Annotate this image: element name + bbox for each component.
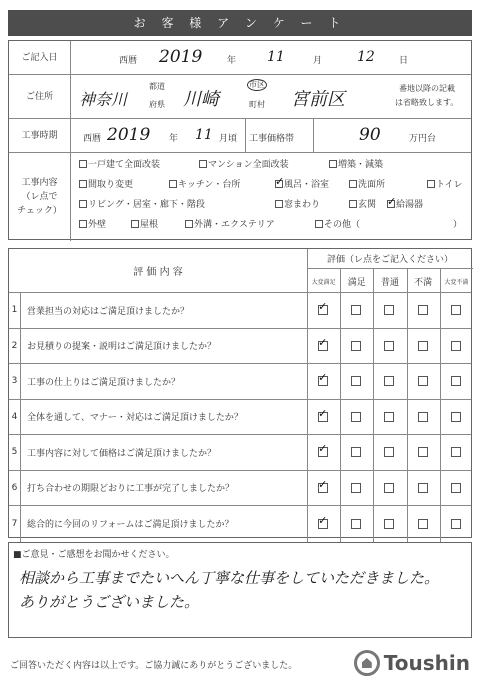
rating-cell[interactable] [340,506,373,542]
rating-cell[interactable] [340,471,373,506]
rating-cell[interactable] [373,364,406,399]
checkbox [275,200,283,208]
checkbox[interactable] [384,483,394,493]
checkbox[interactable] [384,412,394,422]
rating-cell[interactable] [407,471,440,506]
work-period-label: 工事時期 [9,119,71,152]
rating-cell[interactable] [340,400,373,435]
work-opt-exterior[interactable]: 外溝・エクステリア [185,217,275,230]
work-opt-roof[interactable]: 屋根 [131,217,158,230]
work-month[interactable]: 11 [195,127,213,143]
checkbox-checked[interactable] [318,376,328,386]
checkbox[interactable] [451,341,461,351]
date-year[interactable]: 2019 [159,47,203,67]
opinion-line-2[interactable]: ありがとうございました。 [19,593,200,611]
rating-cell[interactable] [407,435,440,470]
checkbox[interactable] [451,412,461,422]
pref-unit-top: 都道 [149,82,165,91]
price-value[interactable]: 90 [359,125,381,145]
date-day[interactable]: 12 [357,49,375,65]
col-very-dissatisfied: 大変不満 [444,278,469,286]
question-row [9,293,471,329]
company-logo [354,650,470,676]
checkbox[interactable] [351,447,361,457]
work-opt-living[interactable]: リビング・居室・廊下・階段 [79,197,205,210]
work-opt-entrance[interactable]: 玄関 [349,197,376,210]
rating-cell[interactable] [307,435,340,470]
rating-cell[interactable] [307,364,340,399]
rating-cell[interactable] [407,329,440,364]
checkbox[interactable] [451,376,461,386]
rating-cell[interactable] [440,471,473,506]
checkbox [315,220,323,228]
checkbox-checked [275,180,283,188]
work-opt-layout[interactable]: 間取り変更 [79,177,133,190]
checkbox[interactable] [418,483,428,493]
header-rating: 評価（レ点をご記入ください） [307,249,473,269]
checkbox-checked[interactable] [318,483,328,493]
city-unit-bottom: 町村 [249,100,265,109]
checkbox[interactable] [418,447,428,457]
checkbox[interactable] [451,519,461,529]
checkbox[interactable] [418,519,428,529]
date-month[interactable]: 11 [267,49,285,65]
checkbox[interactable] [451,447,461,457]
checkbox [79,200,87,208]
evaluation-header [9,249,471,293]
question-row [9,364,471,400]
question-row [9,506,471,542]
rating-cell[interactable] [407,400,440,435]
rating-cell[interactable] [440,400,473,435]
date-row [9,41,471,75]
col-neutral: 普通 [380,277,399,288]
question-number: 6 [9,471,21,506]
question-text: 総合的に今回のリフォームはご満足頂けましたか？ [27,520,234,531]
question-text: 打ち合わせの期限どおりに工事が完了しましたか？ [27,484,235,495]
rating-cell[interactable] [373,435,406,470]
address-note-1: 番地以降の記載 [399,84,455,93]
address-ward[interactable]: 宮前区 [291,89,345,110]
work-opt-toilet[interactable]: トイレ [427,177,463,190]
question-number: 2 [9,329,21,364]
rating-cell[interactable] [407,293,440,328]
rating-cell[interactable] [407,364,440,399]
date-day-unit: 日 [399,56,409,66]
checkbox[interactable] [384,376,394,386]
work-opt-exterior-wall[interactable]: 外壁 [79,217,106,230]
price-unit: 万円台 [409,134,437,144]
work-opt-full-house[interactable]: 一戸建て全面改装 [79,157,160,170]
work-opt-window[interactable]: 窓まわり [275,197,320,210]
checkbox [349,200,357,208]
rating-cell[interactable] [340,435,373,470]
rating-cell[interactable] [440,293,473,328]
rating-cell[interactable] [307,293,340,328]
rating-cell[interactable] [440,364,473,399]
work-opt-other-close: ） [453,220,463,230]
work-month-unit: 月頃 [219,134,238,144]
checkbox[interactable] [418,341,428,351]
question-number: 4 [9,400,21,435]
checkbox [79,220,87,228]
address-note-2: は省略致します。 [395,98,459,107]
opinion-line-1[interactable]: 相談から工事までたいへん丁寧な仕事をしていただきました。 [19,569,440,587]
rating-cell[interactable] [373,506,406,542]
work-opt-full-mansion[interactable]: マンション全面改装 [199,157,289,170]
work-opt-water-heater[interactable]: ✓ 給湯器 [387,197,423,210]
checkbox-checked[interactable] [318,447,328,457]
checkbox-checked [387,200,395,208]
date-label: ご記入日 [9,41,71,74]
checkbox[interactable] [351,483,361,493]
checkbox [427,180,435,188]
opinion-title: ■ご意見・ご感想をお聞かせください。 [13,550,175,560]
checkbox[interactable] [451,305,461,315]
work-year[interactable]: 2019 [107,125,151,145]
checkbox[interactable] [418,412,428,422]
rating-cell[interactable] [373,400,406,435]
question-row [9,435,471,471]
checkbox-checked[interactable] [318,305,328,315]
work-year-unit: 年 [169,134,179,144]
address-prefecture[interactable]: 神奈川 [79,90,128,109]
rating-cell[interactable] [340,293,373,328]
checkbox [199,160,207,168]
header-content: 評 価 内 容 [133,267,183,278]
checkbox [131,220,139,228]
rating-cell[interactable] [340,329,373,364]
checkbox[interactable] [351,412,361,422]
checkbox[interactable] [351,341,361,351]
question-row [9,400,471,436]
question-number: 1 [9,293,21,328]
question-row [9,329,471,365]
checkbox [185,220,193,228]
col-dissatisfied: 不満 [414,277,433,288]
rating-cell[interactable] [307,329,340,364]
checkbox [79,180,87,188]
checkbox-checked[interactable] [318,519,328,529]
date-year-unit: 年 [227,56,237,66]
checkbox [349,180,357,188]
checkbox[interactable] [351,519,361,529]
checkbox[interactable] [351,305,361,315]
checkbox[interactable] [351,376,361,386]
rating-cell[interactable] [307,471,340,506]
checkbox[interactable] [384,447,394,457]
evaluation-table [8,248,472,538]
checkbox[interactable] [451,483,461,493]
checkbox[interactable] [418,305,428,315]
address-row [9,75,471,119]
opinion-section [8,542,472,638]
rating-cell[interactable] [407,506,440,542]
rating-cell[interactable] [373,471,406,506]
rating-cell[interactable] [373,293,406,328]
question-text: 営業担当の対応はご満足頂けましたか？ [27,306,190,317]
work-era: 西暦 [83,134,102,144]
house-circle-icon [354,650,380,676]
question-number: 3 [9,364,21,399]
question-number: 5 [9,435,21,470]
col-satisfied: 満足 [347,277,366,288]
work-content-row [9,153,471,241]
work-opt-other[interactable]: その他（ [315,217,360,230]
rating-cell[interactable] [440,506,473,542]
checkbox [329,160,337,168]
work-content-label: 工事内容 （レ点で チェック） [9,153,71,241]
checkbox[interactable] [384,305,394,315]
address-label: ご住所 [9,75,71,118]
question-row [9,471,471,507]
checkbox-checked[interactable] [318,412,328,422]
question-text: お見積りの提案・説明はご満足頂けましたか？ [27,342,217,353]
work-opt-extension[interactable]: 増築・減築 [329,157,383,170]
rating-cell[interactable] [340,364,373,399]
checkbox[interactable] [418,376,428,386]
checkbox[interactable] [384,341,394,351]
question-text: 工事内容に対して価格はご満足頂けましたか？ [27,448,217,459]
work-opt-washroom[interactable]: 洗面所 [349,177,385,190]
rating-cell[interactable] [307,506,340,542]
rating-cell[interactable] [440,435,473,470]
survey-title: お 客 様 ア ン ケ ー ト [8,10,472,36]
work-opt-kitchen[interactable]: キッチン・台所 [169,177,240,190]
question-number: 7 [9,506,21,542]
question-text: 工事の仕上りはご満足頂けましたか？ [27,377,181,388]
checkbox [169,180,177,188]
checkbox[interactable] [384,519,394,529]
date-month-unit: 月 [313,56,323,66]
question-text: 全体を通して、マナー・対応はご満足頂けましたか？ [27,413,243,424]
col-very-satisfied: 大変満足 [311,278,336,286]
pref-unit-bottom: 府県 [149,100,165,109]
rating-columns [307,269,473,293]
customer-info-table [8,40,472,240]
city-unit-top: 市区 [249,80,265,89]
work-period-row [9,119,471,153]
checkbox [79,160,87,168]
address-city[interactable]: 川崎 [183,89,219,110]
rating-cell[interactable] [440,329,473,364]
price-label: 工事価格帯 [249,134,295,144]
work-opt-bath[interactable]: ✓ 風呂・浴室 [275,177,329,190]
footer-thanks: ご回答いただく内容は以上です。ご協力誠にありがとうございました。 [10,661,298,671]
rating-cell[interactable] [307,400,340,435]
logo-text: Toushin [383,651,470,675]
checkbox-checked[interactable] [318,341,328,351]
rating-cell[interactable] [373,329,406,364]
date-era: 西暦 [119,56,138,66]
